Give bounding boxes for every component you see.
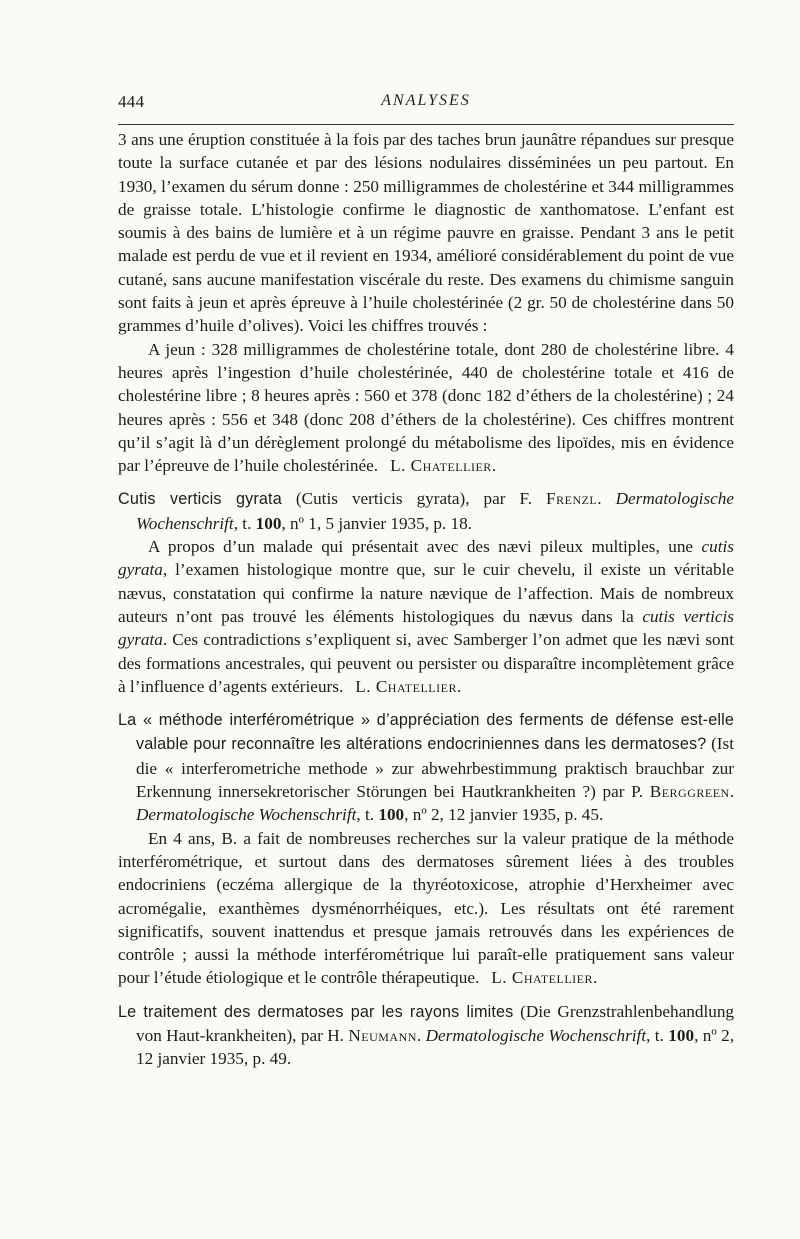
reference-separator: .: [416, 1025, 426, 1045]
reference-separator: .: [729, 782, 734, 802]
reference-text: , t.: [356, 805, 379, 825]
entry-title: Cutis verticis gyrata: [118, 490, 282, 509]
abstract-entry-grenz-rays: [118, 1000, 734, 1071]
reference-text: , nº 2, 12 janvier 1935, p. 49.: [136, 1025, 734, 1069]
entry-heading: [118, 1000, 734, 1071]
continuation-paragraph: [118, 128, 734, 338]
reference-separator: .: [597, 489, 616, 509]
entry-heading: [118, 487, 734, 535]
abstract-text: A propos d’un malade qui présentait avec des nævi pileux multiples, une: [148, 537, 702, 557]
abstract-entry-interferometric-method: [118, 708, 734, 990]
abstract-term: cutis gyrata: [118, 537, 734, 580]
entry-abstract: [118, 827, 734, 990]
reference-text: , nº 2, 12 janvier 1935, p. 45.: [404, 805, 604, 825]
abstract-term: cutis verticis gyrata: [118, 606, 734, 650]
abstract-text: En 4 ans, B. a fait de nombreuses recherches sur la valeur pratique de la méthode interférométrique, et surtout dans des dermatoses sûrement liées à des troubles endocriniens (eczéma allergique de la thyréotoxicose, atrophie d’Herxheimer avec acromégalie, exanthèmes dysménorrhéiques, etc.). Les résultats ont été rarement significatifs, souvent inattendus et presque jamais retrouvés dans les expériences de contrôle ; aussi la méthode interférométrique lui paraît-elle pratiquement sans valeur pour l’étude étiologique et le contrôle thérapeutique.: [118, 828, 734, 988]
paragraph-text: 3 ans une éruption constituée à la fois par des taches brun jaunâtre répandues sur presque toute la surface cutanée et par des lésions nodulaires disséminées un peu partout. En 1930, l’examen du sérum donne : 250 milligrammes de cholestérine et 344 milligrammes de graisse totale. L’histologie confirme le diagnostic de xanthomatose. L’enfant est soumis à des bains de lumière et à un régime pauvre en graisse. Pendant 3 ans le petit malade est perdu de vue et il revient en 1934, amélioré considérablement du point de vue cutané, sans aucune manifestation viscérale du reste. Des examens du chimisme sanguin sont faits à jeun et après épreuve à l’huile cholestérinée (2 gr. 50 de cholestérine dans 50 grammes d’huile d’olives). Voici les chiffres trouvés :: [118, 130, 734, 336]
entry-abstract: [118, 535, 734, 698]
entry-heading: [118, 708, 734, 826]
abstract-entry-cutis-gyrata: [118, 487, 734, 698]
reference-text: , t.: [233, 513, 256, 533]
reference-text: , t.: [646, 1025, 669, 1045]
journal-name: Dermatologische Wochenschrift: [425, 1025, 647, 1045]
signature: L. Chatellier.: [355, 676, 462, 696]
entry-title: La « méthode interférométrique » d’appréciation des ferments de défense est-elle valable pour reconnaître les altérations endocriniennes dans les dermatoses?: [118, 711, 734, 754]
author-name: Frenzl: [546, 489, 598, 509]
running-title: ANALYSES: [381, 92, 471, 109]
entry-title: Le traitement des dermatoses par les rayons limites: [118, 1002, 514, 1021]
reference-text: , nº 1, 5 janvier 1935, p. 18.: [281, 513, 473, 533]
journal-name: Dermatologische Wochenschrift: [136, 805, 357, 825]
author-name: Neumann: [348, 1025, 417, 1045]
reference-text: (Cutis verticis gyrata), par F.: [281, 489, 547, 509]
abstract-text: . Ces contradictions s’expliquent si, avec Samberger l’on admet que les nævi sont des formations ancestrales, qui peuvent ou persister ou disparaître incomplètement grâce à l’influence d’agents extérieurs.: [118, 630, 734, 696]
results-paragraph: [118, 338, 734, 478]
paragraph-text: A jeun : 328 milligrammes de cholestérine totale, dont 280 de cholestérine libre. 4 heures après l’ingestion d’huile cholestérinée, 440 de cholestérine totale et 416 de cholestérine libre ; 8 heures après : 560 et 378 (donc 182 d’éthers de la cholestérine) ; 24 heures après : 556 et 348 (donc 208 d’éthers de la cholestérine). Ces chiffres montrent qu’il s’agit là d’un dérèglement prolongé du métabolisme des lipoïdes, mis en évidence par l’épreuve de l’huile cholestérinée.: [118, 339, 734, 476]
volume-number: 100: [668, 1025, 695, 1045]
page-header: [118, 92, 734, 116]
page-number: 444: [118, 92, 145, 111]
journal-name: Dermatologische Wochenschrift: [136, 489, 734, 533]
abstract-text: , l’examen histologique montre que, sur le cuir chevelu, il existe un véritable nævus, constatation qui confirme la nature nævique de l’affection. Mais de nombreux auteurs n’ont pas trouvé les éléments histologiques du nævus dans la: [118, 560, 734, 626]
reference-text: (Die Grenzstrahlenbehandlung von Haut-krankheiten), par H.: [136, 1001, 735, 1045]
reference-text: (Ist die « interferometriche methode » zur abwehrbestimmung praktisch brauchbar zur Erkennung innersekretorischer Störungen bei Hautkrankheiten ?) par P.: [136, 734, 734, 802]
author-name: Berggreen: [649, 782, 730, 802]
volume-number: 100: [255, 513, 282, 533]
page-body: [118, 128, 734, 1071]
header-rule: [118, 124, 734, 125]
signature: L. Chatellier.: [491, 968, 598, 988]
volume-number: 100: [378, 805, 405, 825]
signature: L. Chatellier.: [390, 456, 497, 476]
